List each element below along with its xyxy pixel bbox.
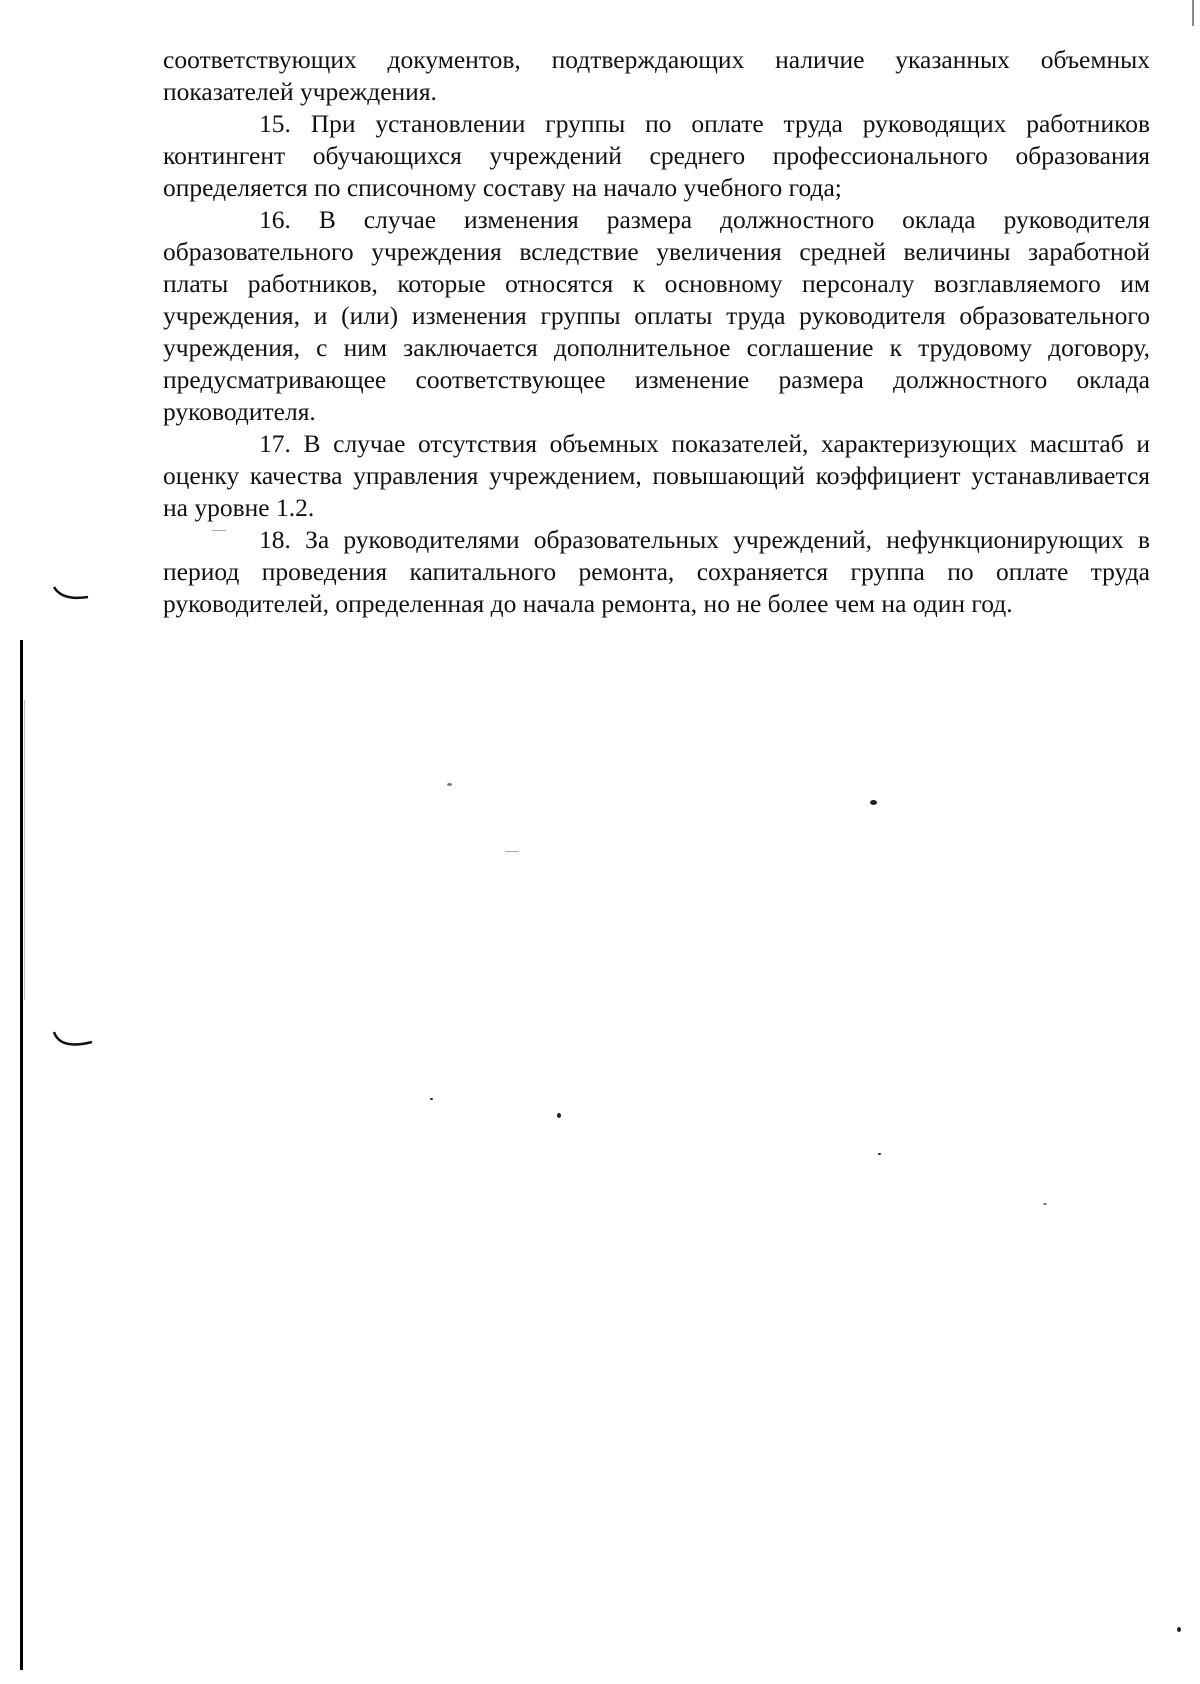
- scan-speck: [878, 1153, 881, 1155]
- paragraph-18: [163, 524, 1150, 620]
- paragraph-text: При установлении группы по оплате труда руководящих работников контингент обучающихся учреждений среднего профессионального образования определяется по списочному составу на начало учебного года;: [163, 109, 1150, 202]
- punch-mark-icon: [52, 585, 92, 605]
- scan-speck: [1177, 1627, 1181, 1632]
- scan-edge-right: [1192, 0, 1194, 26]
- paragraph-number: 16.: [259, 205, 291, 234]
- scan-speck: [430, 1098, 433, 1100]
- scan-edge-left: [20, 640, 23, 1670]
- paragraph-continuation: [163, 44, 1150, 108]
- scan-speck: [1043, 1203, 1047, 1205]
- scan-speck: [557, 1113, 561, 1118]
- paragraph-15: [163, 108, 1150, 204]
- paragraph-text: За руководителями образовательных учреждений, нефункционирующих в период проведения капитального ремонта, сохраняется группа по оплате труда руководителей, определенная до начала ремонта, но не более чем на один год.: [163, 525, 1150, 618]
- paragraph-number: 15.: [259, 109, 291, 138]
- document-body: [163, 44, 1150, 620]
- paragraph-text: В случае отсутствия объемных показателей, характеризующих масштаб и оценку качества управления учреждением, повышающий коэффициент устанавливается на уровне 1.2.: [163, 429, 1150, 522]
- scan-edge-left-faint: [24, 700, 25, 1000]
- paragraph-number: 17.: [259, 429, 291, 458]
- paragraph-text: соответствующих документов, подтверждающих наличие указанных объемных показателей учреждения.: [163, 45, 1150, 106]
- punch-mark-icon: [52, 1030, 96, 1052]
- scan-speck: [505, 851, 519, 852]
- scan-speck: [447, 783, 452, 786]
- paragraph-number: 18.: [259, 525, 291, 554]
- scan-speck: [870, 800, 877, 805]
- paragraph-16: [163, 204, 1150, 428]
- paragraph-text: В случае изменения размера должностного оклада руководителя образовательного учреждения вследствие увеличения средней величины заработной платы работников, которые относятся к основному персоналу возглавляемого им учреждения, и (или) изменения группы оплаты труда руководителя образовательного учреждения, с ним заключается дополнительное соглашение к трудовому договору, предусматривающее соответствующее изменение размера должностного оклада руководителя.: [163, 205, 1150, 426]
- paragraph-17: [163, 428, 1150, 524]
